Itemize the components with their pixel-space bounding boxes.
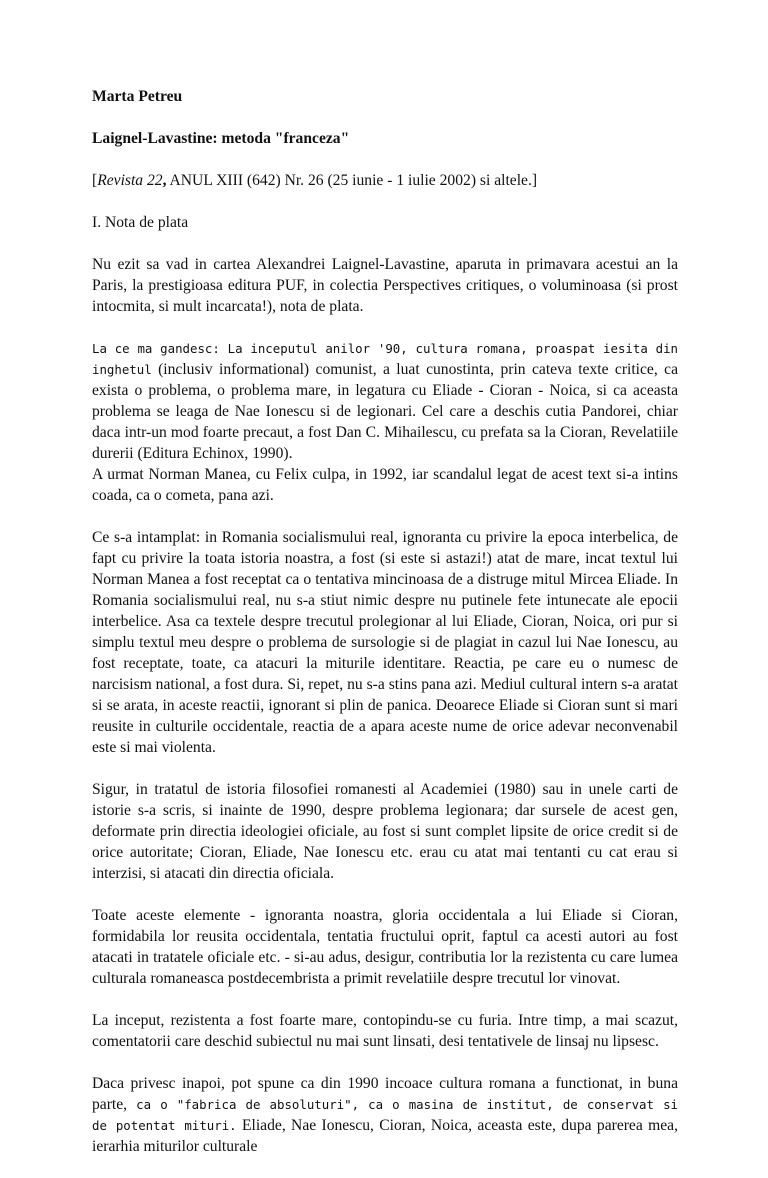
source-details: ANUL XIII (642) Nr. 26 (25 iunie - 1 iulie 2002) si altele.]: [166, 172, 538, 189]
paragraph-5: Sigur, in tratatul de istoria filosofiei romanesti al Academiei (1980) sau in unele carti de istorie s-a scris, si inainte de 1990, despre problema legionara; dar sursele de acest gen, deformate prin directia ideologiei oficiale, au fost si sunt complet lipsite de orice credit si de orice autoritate; Cioran, Eliade, Nae Ionescu etc. erau cu atat mai tentanti cu cat erau si interzisi, si atacati din directia oficiala.: [92, 781, 678, 882]
paragraph-7: La inceput, rezistenta a fost foarte mare, contopindu-se cu furia. Intre timp, a mai scazut, comentatorii care deschid subiectul nu mai sunt linsati, desi tentativele de linsaj nu lipsesc.: [92, 1012, 678, 1050]
source-journal: Revista 22: [97, 172, 163, 189]
source-comma: ,: [162, 172, 167, 189]
paragraph-8-start: Daca privesc inapoi, pot spune ca din 1990 incoace cultura romana a functionat, in buna parte,: [92, 1075, 678, 1113]
paragraph-8-end: Eliade, Nae Ionescu, Cioran, Noica, aceasta este, dupa parerea mea, ierarhia miturilor culturale: [92, 1117, 678, 1155]
paragraph-2-rest: (inclusiv informational) comunist, a luat cunostinta, prin cateva texte critice, ca exista o problema, o problema mare, in legatura cu Eliade - Cioran - Noica, si ca aceasta problema se leaga de Nae Ionescu si de legionari. Cel care a deschis cutia Pandorei, chiar daca intr-un mod foarte precaut, a fost Dan C. Mihailescu, cu prefata sa la Cioran, Revelatiile durerii (Editura Echinox, 1990).: [92, 361, 678, 462]
source-bracket-open: [: [92, 172, 98, 189]
paragraph-6: Toate aceste elemente - ignoranta noastra, gloria occidentala a lui Eliade si Cioran, formidabila lor reusita occidentala, tentatia fructului oprit, faptul ca acesti autori au fost atacati in tratatele oficiale etc. - si-au adus, desigur, contributia lor la rezistenta cu care lumea culturala romaneasca postdecembrista a primit revelatiile despre trecutul lor vinovat.: [92, 907, 678, 987]
section-heading: I. Nota de plata: [92, 214, 189, 231]
paragraph-1: Nu ezit sa vad in cartea Alexandrei Laignel-Lavastine, aparuta in primavara acestui an la Paris, la prestigioasa editura PUF, in colectia Perspectives critiques, o voluminoasa (si prost intocmita, si mult incarcata!), nota de plata.: [92, 256, 678, 315]
source-citation: [92, 170, 678, 191]
paragraph-2-mono-start: La ce ma gandesc: La inceputul anilor '90, cultura romana, proaspat iesita din inghetul: [92, 341, 678, 377]
paragraph-8-mono: ca o "fabrica de absoluturi", ca o masina de institut, de conservat si de potentat mituri.: [92, 1097, 678, 1133]
author-name: Marta Petreu: [92, 88, 183, 105]
document-page: [92, 86, 678, 1178]
paragraph-2: [92, 338, 678, 464]
paragraph-4: Ce s-a intamplat: in Romania socialismului real, ignoranta cu privire la epoca interbelica, de fapt cu privire la toata istoria noastra, a fost (si este si astazi!) atat de mare, incat textul lui Norman Manea a fost receptat ca o tentativa mincinoasa de a distruge mitul Mircea Eliade. In Romania socialismului real, nu s-a stiut nimic despre nu putinele fete intunecate ale epocii interbelice. Asa ca textele despre trecutul prolegionar al lui Eliade, Cioran, Noica, ori pur si simplu textul meu despre o problema de sursologie si de plagiat in cazul lui Nae Ionescu, au fost receptate, toate, ca atacuri la miturile identitare. Reactia, pe care eu o numesc de narcisism national, a fost dura. Si, repet, nu s-a stins pana azi. Mediul cultural intern s-a aratat si se arata, in aceste reactii, ignorant si plin de panica. Deoarece Eliade si Cioran sunt si mari reusite in culturile occidentale, reactia de a apara aceste nume de orice adevar neconvenabil este si mai violenta.: [92, 529, 678, 756]
paragraph-8: [92, 1073, 678, 1157]
paragraph-3: A urmat Norman Manea, cu Felix culpa, in 1992, iar scandalul legat de acest text si-a intins coada, ca o cometa, pana azi.: [92, 466, 678, 504]
article-title: Laignel-Lavastine: metoda "franceza": [92, 130, 350, 147]
